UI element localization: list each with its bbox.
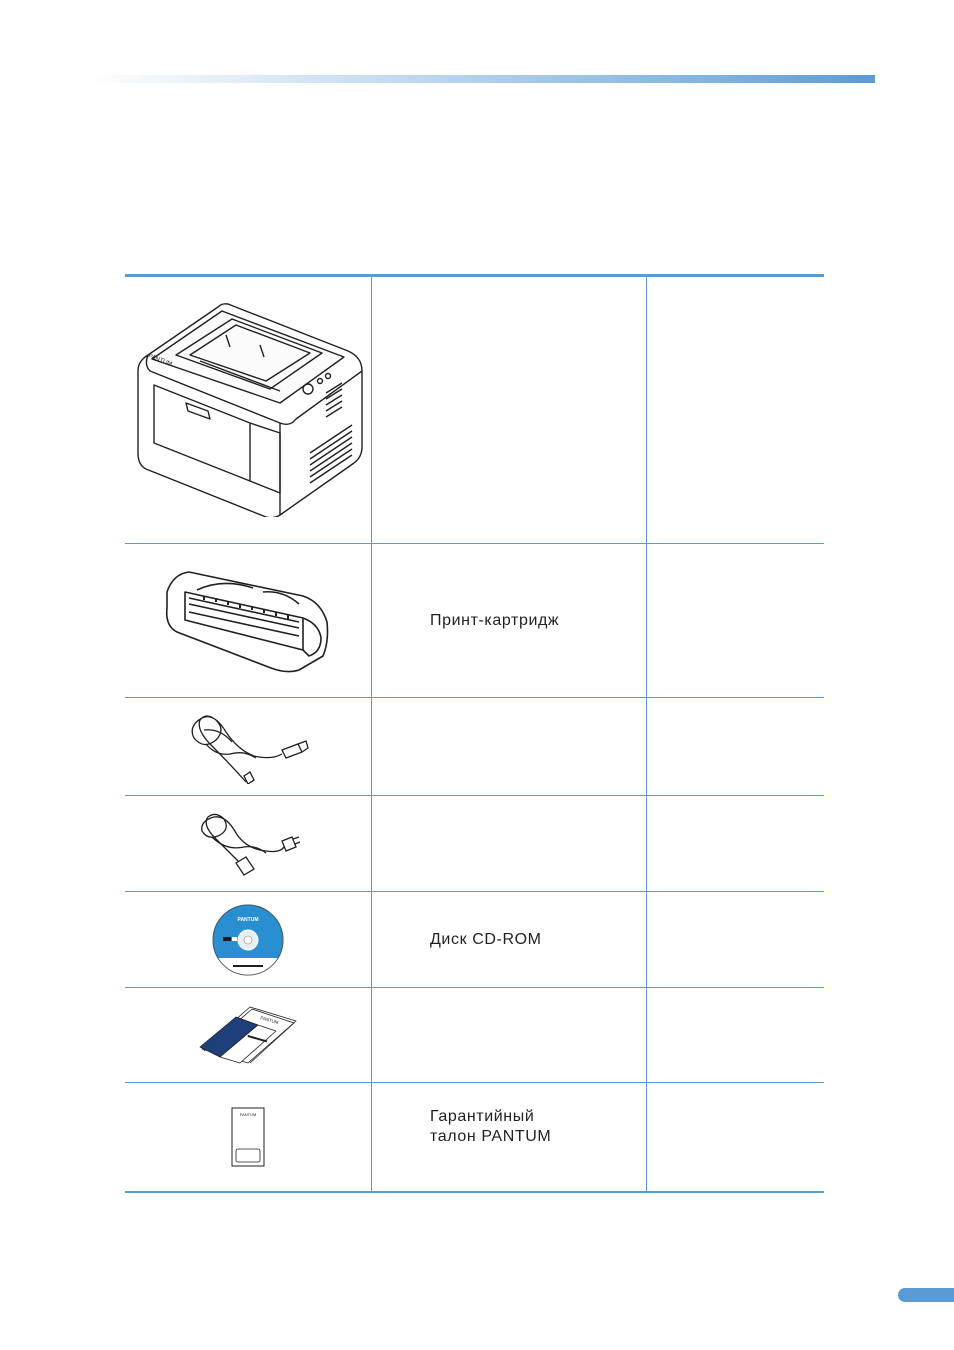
qty-cell <box>647 1083 824 1191</box>
name-cell <box>372 796 647 891</box>
page-number-tab <box>898 1288 954 1302</box>
item-label-line2: талон PANTUM <box>430 1128 552 1145</box>
table-row <box>125 277 824 544</box>
qty-cell <box>647 892 824 987</box>
item-label <box>430 1107 551 1147</box>
item-label: Принт-картридж <box>430 611 560 629</box>
printer-brand-logo: PANTUM <box>147 353 173 368</box>
table-row <box>125 988 824 1083</box>
table-row <box>125 892 824 988</box>
item-label: Диск CD-ROM <box>430 930 542 948</box>
name-cell <box>372 988 647 1082</box>
table-row <box>125 698 824 796</box>
name-cell <box>372 544 647 697</box>
qty-cell <box>647 277 824 543</box>
name-cell <box>372 1083 647 1191</box>
package-contents-table <box>125 274 824 1193</box>
power-cable-icon <box>196 811 300 877</box>
card-brand-logo: PANTUM <box>239 1112 257 1117</box>
qty-cell <box>647 796 824 891</box>
toner-cartridge-icon <box>163 568 333 674</box>
image-cell <box>125 544 372 697</box>
image-cell <box>125 698 372 795</box>
image-cell <box>125 892 372 987</box>
cd-rom-icon <box>211 903 285 977</box>
image-cell <box>125 1083 372 1191</box>
name-cell <box>372 698 647 795</box>
printer-icon <box>130 293 366 517</box>
image-cell <box>125 988 372 1082</box>
manual-booklet-icon <box>198 1005 298 1065</box>
header-gradient-bar <box>88 75 875 83</box>
table-row <box>125 544 824 698</box>
qty-cell <box>647 544 824 697</box>
item-label-line1: Гарантийный <box>430 1108 535 1125</box>
image-cell <box>125 796 372 891</box>
qty-cell <box>647 988 824 1082</box>
table-row <box>125 796 824 892</box>
image-cell <box>125 277 372 543</box>
warranty-card-icon <box>231 1107 265 1167</box>
disc-brand-logo: PANTUM <box>237 916 259 923</box>
usb-cable-icon <box>186 710 310 784</box>
booklet-brand-logo: PANTUM <box>259 1015 280 1026</box>
qty-cell <box>647 698 824 795</box>
table-row <box>125 1083 824 1191</box>
name-cell <box>372 277 647 543</box>
name-cell <box>372 892 647 987</box>
